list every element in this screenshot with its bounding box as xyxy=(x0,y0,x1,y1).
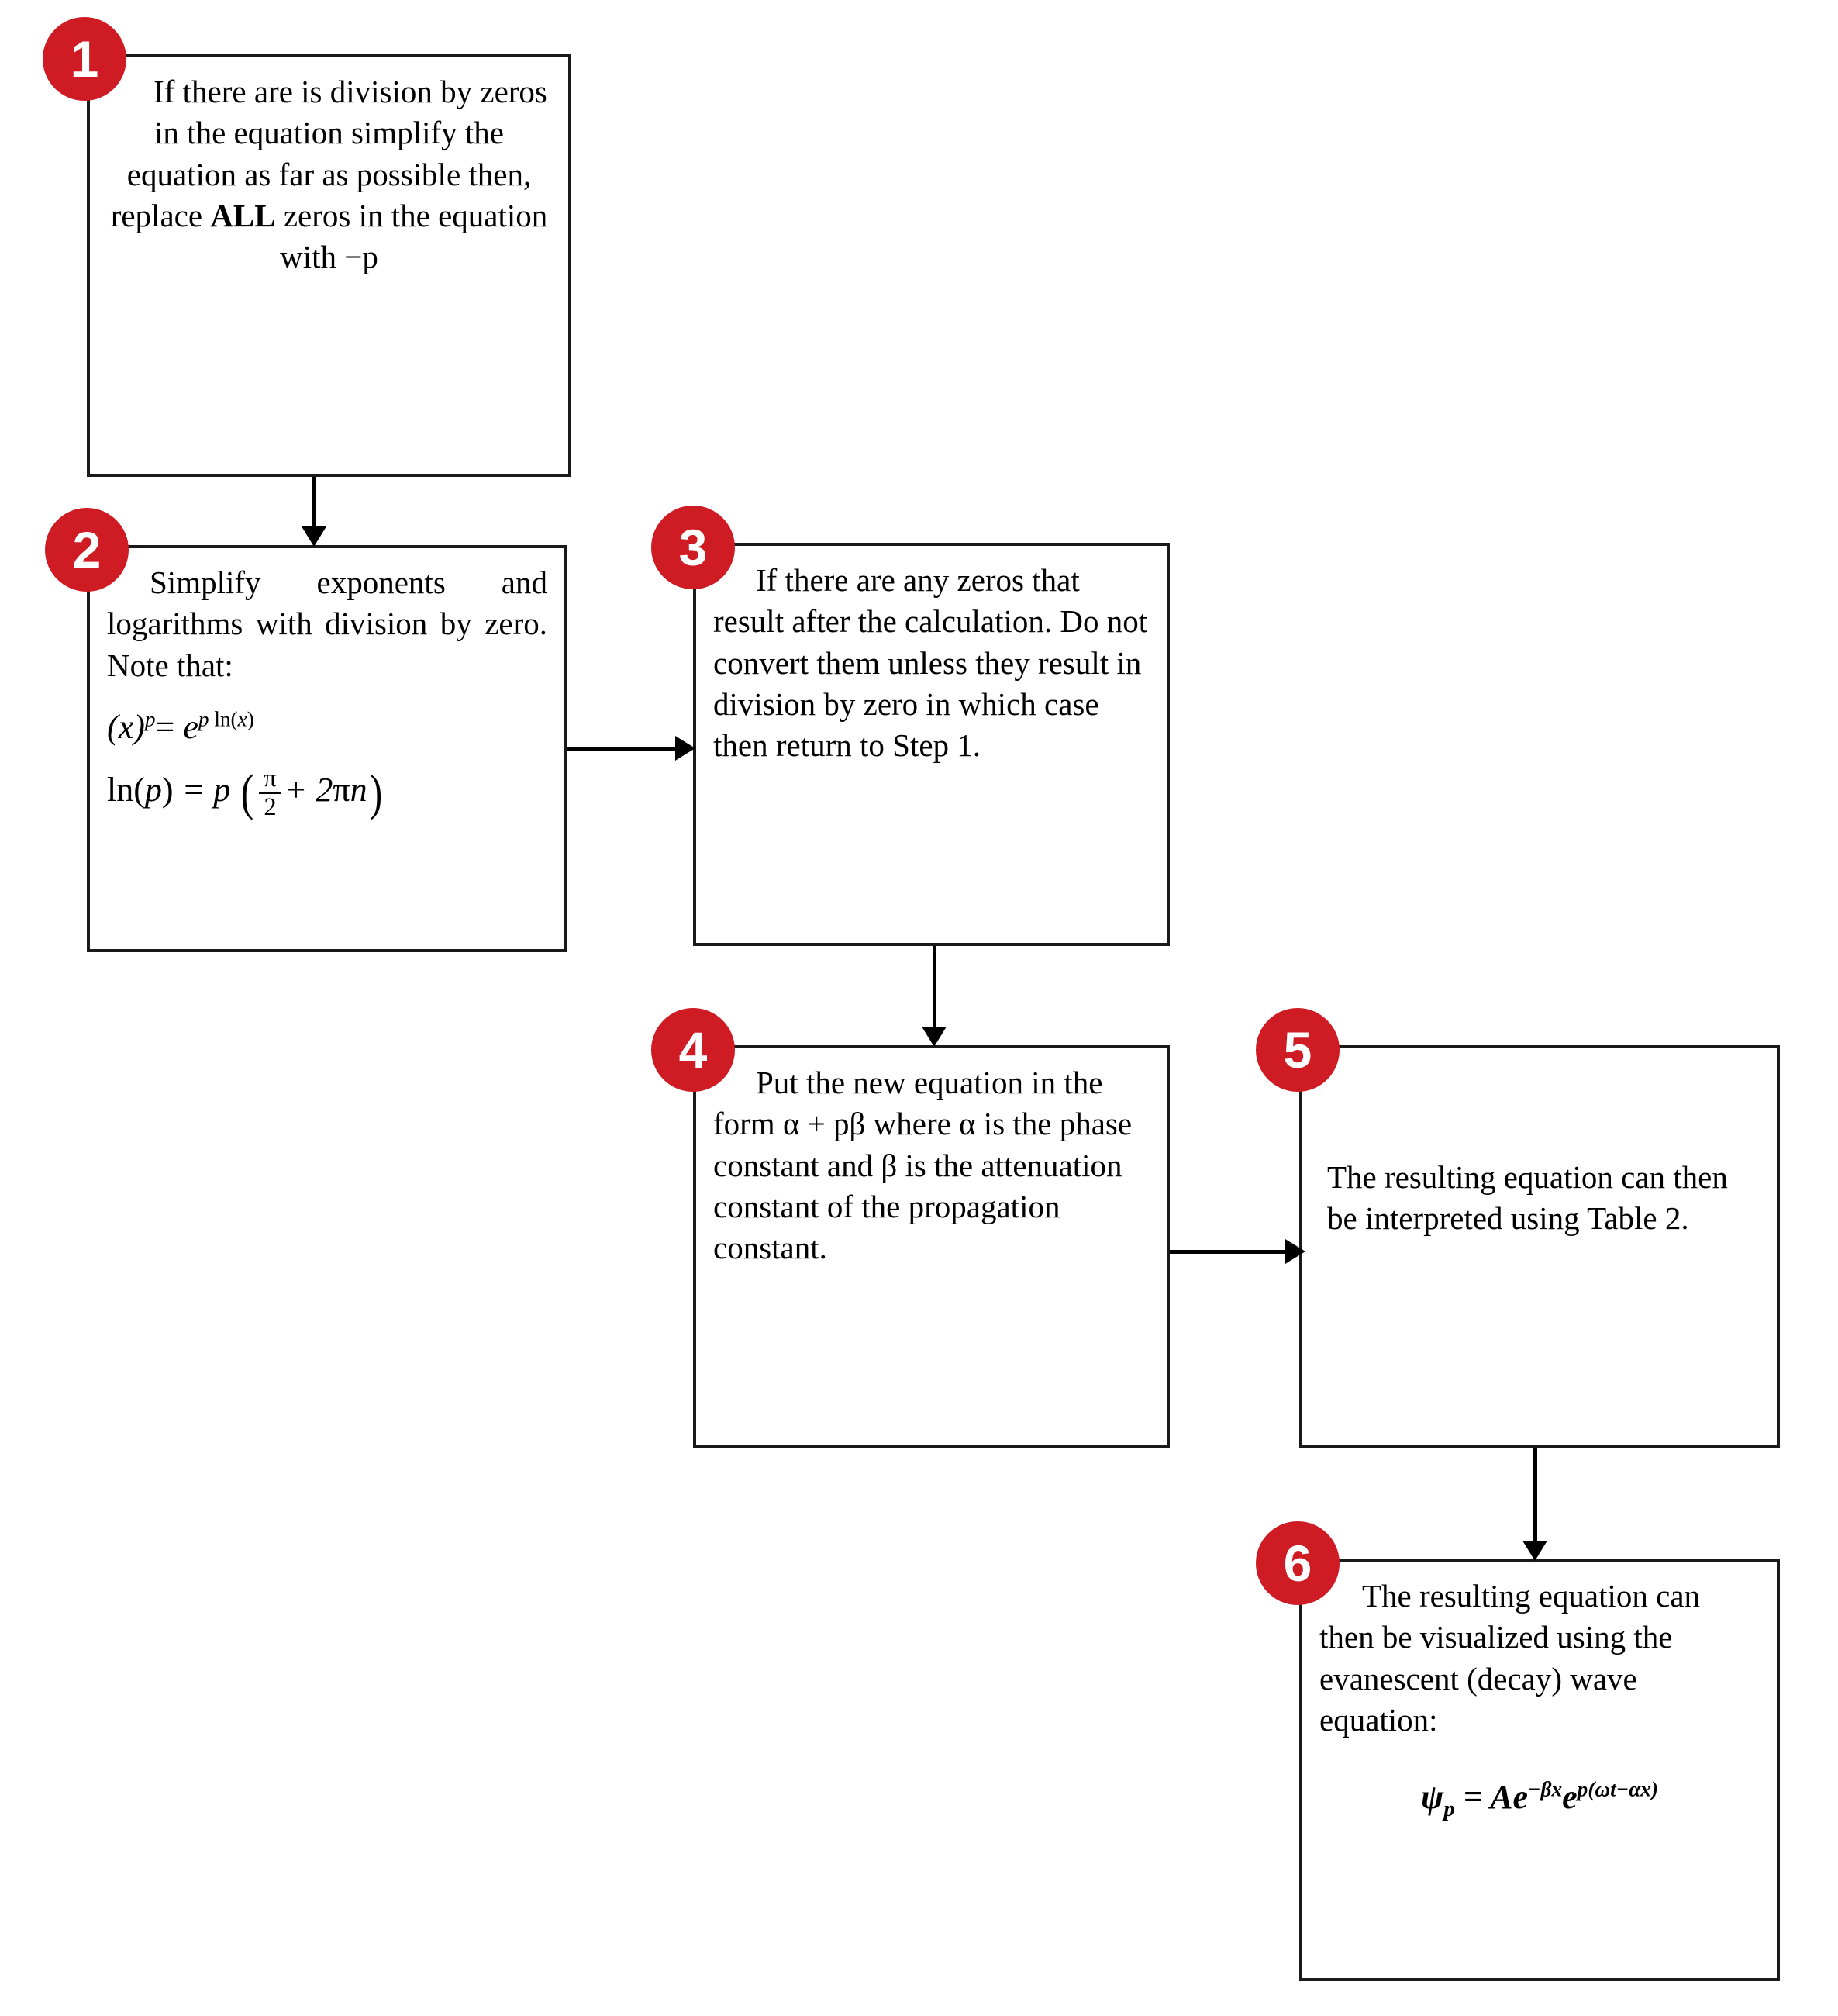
connector-4-to-5 xyxy=(1170,1236,1305,1267)
step-2-text: Simplify exponents and logarithms with division by zero. Note that: xyxy=(107,564,556,683)
step-3-text: If there are any zeros that result after the calculation. Do not convert them unless they result in division by zero in which case then return to Step 1. xyxy=(713,562,1156,764)
step-3-badge: 3 xyxy=(651,506,735,589)
step-5-badge: 5 xyxy=(1256,1008,1340,1092)
step-2-box xyxy=(87,545,567,952)
step-4-badge: 4 xyxy=(651,1008,735,1092)
step-5-text: The resulting equation can then be interpreted using Table 2. xyxy=(1327,1159,1736,1237)
step-6-equation-1: $\psi_p = Ae^{-\beta x}e^{p(\omega t-\alpha x)}$ xyxy=(1420,1777,1659,1821)
step-2-equation-1: $(x)^p= e^{p ln(x)}$ xyxy=(107,707,254,746)
step-6-badge: 6 xyxy=(1256,1521,1340,1605)
step-6-text: The resulting equation can then be visualized using the evanescent (decay) wave equation: xyxy=(1319,1578,1709,1738)
step-2-badge: 2 xyxy=(45,508,129,592)
step-4-text: Put the new equation in the form α + pβ where α is the phase constant and β is the attenuation constant of the propagation constant. xyxy=(713,1065,1140,1266)
step-1-bold-all: ALL xyxy=(210,197,276,233)
step-5-box xyxy=(1299,1045,1780,1448)
step-1-box xyxy=(87,54,571,477)
step-6-box xyxy=(1299,1559,1780,1981)
step-1-badge: 1 xyxy=(43,17,126,101)
connector-3-to-4 xyxy=(919,946,950,1047)
step-3-box xyxy=(693,543,1170,946)
step-4-box xyxy=(693,1045,1170,1448)
connector-2-to-3 xyxy=(567,733,695,764)
step-2-equation-2: ln(p) = p ( $\frac{\pi}{2}$ + 2πn) xyxy=(107,765,382,822)
connector-1-to-2 xyxy=(298,477,329,547)
step-1-text: If there are is division by zeros in the equation simplify the equation as far as possible then, replace ALL zeros in the equation with −p xyxy=(110,74,556,275)
connector-5-to-6 xyxy=(1519,1448,1550,1561)
